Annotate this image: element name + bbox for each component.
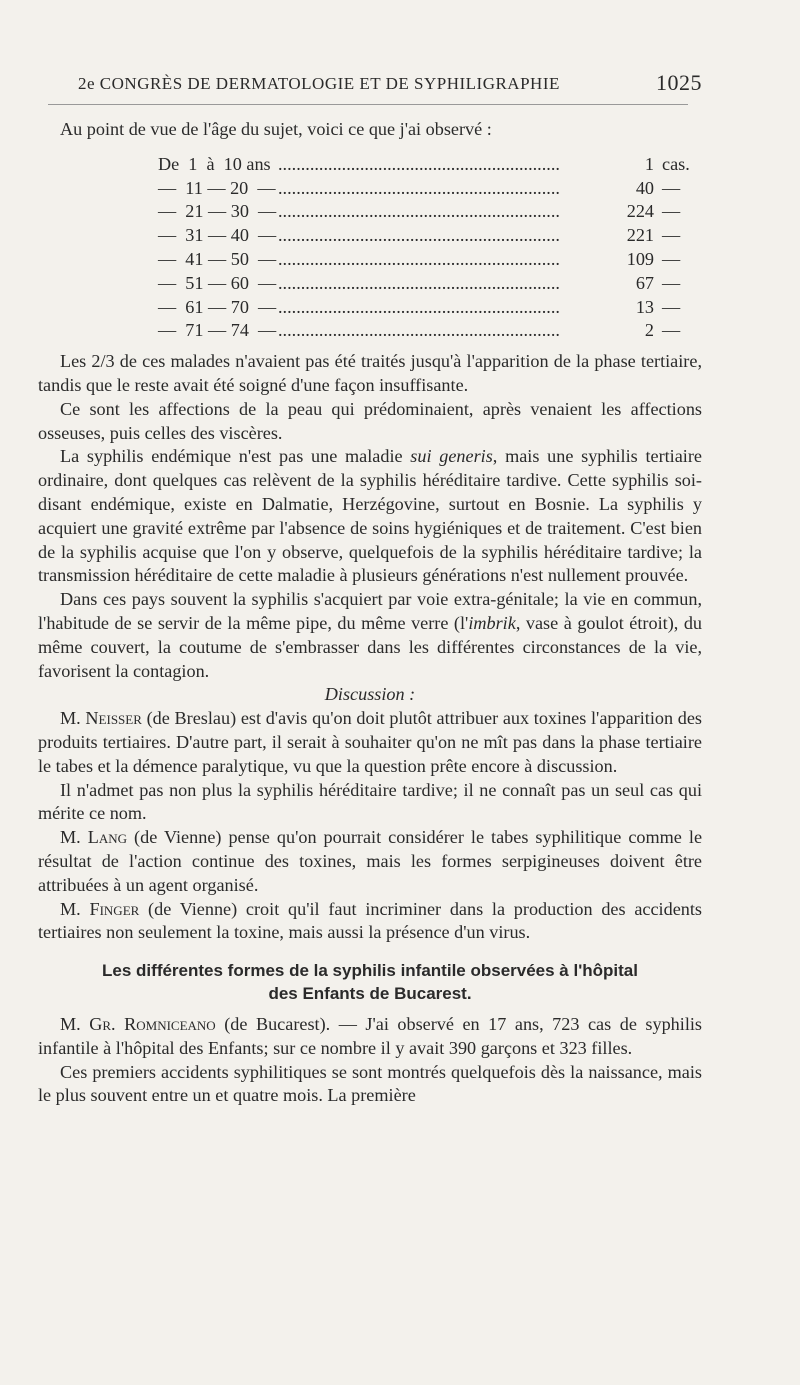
case-count: 224 [626,201,654,222]
case-unit: cas. [662,153,690,174]
paragraph: Ce sont les affections de la peau qui prédominaient, après venaient les affections osseuses, puis celles des viscères. [38,398,702,443]
age-range: De 1 à 10 ans [158,153,271,174]
text-run: (de Bucarest). — J'ai observé en 17 ans, 723 cas de syphilis infantile à l'hôpital des Enfants; sur ce nombre il y avait 390 garçons et 323 filles. [38,1014,702,1058]
age-range: — 21 — 30 — [158,201,277,222]
table-row [38,177,702,201]
running-header [38,70,702,98]
header-title: 2e CONGRÈS DE DERMATOLOGIE ET DE SYPHILIGRAPHIE [78,74,560,93]
paragraph: Les 2/3 de ces malades n'avaient pas été traités jusqu'à l'apparition de la phase tertiaire, tandis que le reste avait été soigné d'une façon insuffisante. [38,351,702,395]
case-count: 2 [644,320,654,341]
age-range: — 51 — 60 — [158,272,277,293]
speaker-name: Lang [87,827,128,848]
age-range: — 31 — 40 — [158,225,277,246]
discussion-heading: Discussion : [324,684,416,705]
text-run: La syphilis endémique n'est pas une maladie [60,446,411,467]
header-rule [48,104,688,105]
italic-term: sui generis [410,446,493,467]
italic-term: imbrik [468,612,516,633]
text-run: M. [60,827,88,848]
age-range: — 11 — 20 — [158,177,276,198]
case-count: 67 [635,272,654,293]
leader-dots: .............................................................. [278,320,560,341]
case-unit: — [662,201,681,222]
speaker-name: Gr. Romniceano [89,1014,216,1035]
table-row [38,153,702,177]
paragraph [38,588,702,683]
text-run: M. [60,708,86,729]
text-run: M. [60,898,90,919]
table-row [38,200,702,224]
case-count: 40 [635,177,654,198]
section-title-line: Les différentes formes de la syphilis infantile observées à l'hôpital [102,961,638,981]
leader-dots: .............................................................. [278,225,560,246]
paragraph: Ces premiers accidents syphilitiques se sont montrés quelquefois dès la naissance, mais le plus souvent entre un et quatre mois. La première [38,1061,702,1106]
paragraph [38,1013,702,1061]
section-title-line: des Enfants de Bucarest. [268,984,472,1004]
case-count: 13 [635,296,654,317]
section-title [38,959,702,1005]
text-run: (de Vienne) pense qu'on pourrait considérer le tabes syphilitique comme le résultat de l'action continue des toxines, mais les formes serpigineuses doivent être attribuées à un agent organisé. [38,827,703,895]
case-unit: — [662,177,681,198]
leader-dots: .............................................................. [278,248,560,269]
age-table [38,153,702,343]
intro-paragraph: Au point de vue de l'âge du sujet, voici ce que j'ai observé : [60,119,492,139]
paragraph [38,707,702,778]
paragraph [38,826,702,897]
table-row [38,272,702,296]
speaker-name: Finger [89,898,140,919]
page-number: 1025 [656,70,702,95]
age-range: — 61 — 70 — [158,296,277,317]
text-run: , vase à goulot étroit), du même couvert, la coutume de s'embrasser dans les différentes circonstances de la vie, favorisent la contagion. [38,612,703,681]
text-run: (de Vienne) croit qu'il faut incriminer dans la production des accidents tertiaires non seulement la toxine, mais aussi la présence d'un virus. [38,898,702,943]
paragraph [38,445,702,588]
case-count: 221 [626,225,654,246]
paragraph: Il n'admet pas non plus la syphilis héréditaire tardive; il ne connaît pas un seul cas qui mérite ce nom. [38,779,702,824]
case-unit: — [662,248,681,269]
speaker-name: Neisser [85,708,142,729]
age-range: — 41 — 50 — [158,248,277,269]
age-range: — 71 — 74 — [158,320,277,341]
case-unit: — [662,296,681,317]
case-unit: — [662,320,681,341]
text-run: , mais une syphilis tertiaire ordinaire, dont quelques cas relèvent de la syphilis héréditaire tardive. Cette syphilis soi-disant endémique, existe en Dalmatie, Herzégovine, surtout en Bosnie. La syphilis y acquiert une gravité extrême par l'absence de soins hygiéniques et de traitement. C'est bien de la syphilis acquise que l'on y observe, quelquefois de la syphilis héréditaire tardive; la transmission héréditaire de cette maladie à plusieurs générations n'est nullement prouvée. [38,446,702,586]
leader-dots: .............................................................. [278,201,560,222]
case-unit: — [662,225,681,246]
body-text [38,118,702,1108]
leader-dots: .............................................................. [278,177,560,198]
case-count: 1 [644,153,654,174]
leader-dots: .............................................................. [278,272,560,293]
table-row [38,248,702,272]
case-count: 109 [626,248,654,269]
table-row [38,224,702,248]
text-run: Dans ces pays souvent la syphilis s'acquiert par voie extra-génitale; la vie en commun, l'habitude de se servir de la même pipe, du même verre (l' [38,589,702,633]
text-run: M. [60,1014,90,1035]
paragraph [38,898,702,946]
table-row [38,296,702,320]
leader-dots: .............................................................. [278,296,560,317]
case-unit: — [662,272,681,293]
leader-dots: .............................................................. [278,153,560,174]
table-row [38,319,702,343]
text-run: (de Breslau) est d'avis qu'on doit plutôt attribuer aux toxines l'apparition des produits tertiaires. D'autre part, il serait à souhaiter qu'on ne mît pas dans la phase tertiaire le tabes et la démence paralytique, vu que la question prête encore à discussion. [38,708,703,776]
